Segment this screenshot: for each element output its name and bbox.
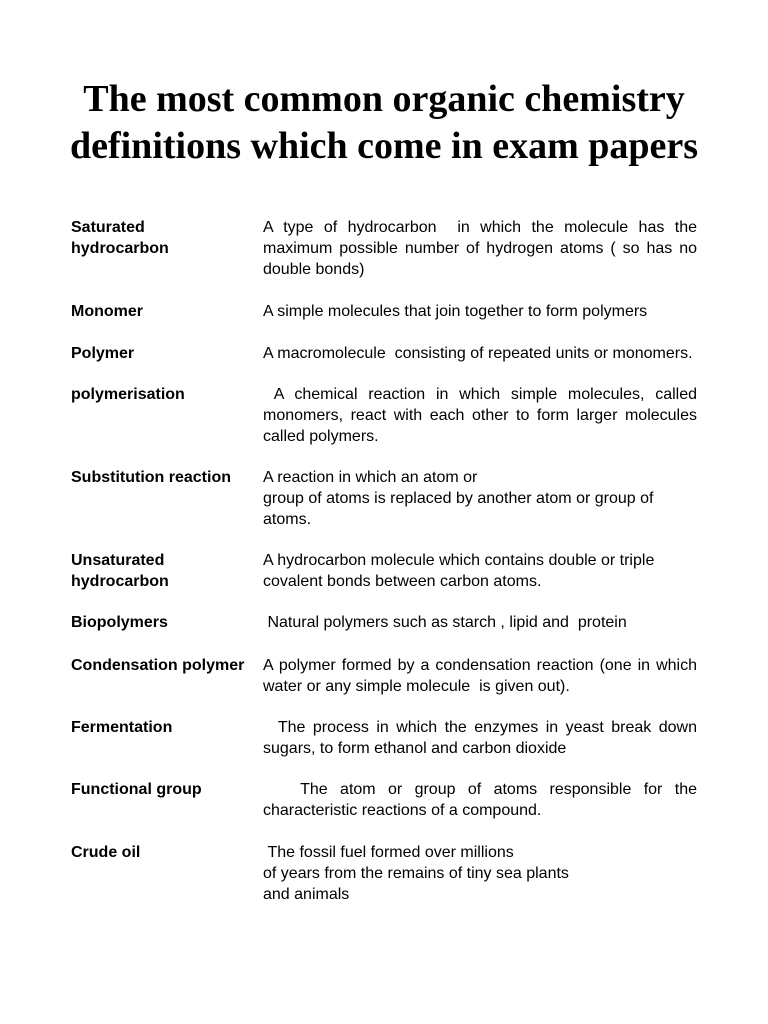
- term: Substitution reaction: [71, 469, 231, 486]
- definition-row-unsaturated-hydrocarbon: [71, 550, 697, 592]
- definition-row-condensation-polymer: [71, 655, 702, 697]
- definition-row-crude-oil: [71, 842, 697, 905]
- definition-row-substitution-reaction: [71, 467, 697, 530]
- definition: The fossil fuel formed over millions of years from the remains of tiny sea plants and animals: [263, 844, 569, 903]
- definition: A macromolecule consisting of repeated units or monomers.: [263, 345, 693, 362]
- definition-row-biopolymers: [71, 612, 697, 633]
- term: Monomer: [71, 303, 143, 320]
- term: Biopolymers: [71, 614, 168, 631]
- term: Unsaturated hydrocarbon: [71, 552, 169, 590]
- definition-row-fermentation: [71, 717, 702, 759]
- definition-row-saturated-hydrocarbon: [71, 217, 702, 280]
- definition: A polymer formed by a condensation reaction (one in which water or any simple molecule is given out).: [263, 657, 702, 695]
- definition-row-functional-group: [71, 779, 702, 821]
- term: Functional group: [71, 781, 202, 798]
- definition: The process in which the enzymes in yeast break down sugars, to form ethanol and carbon dioxide: [263, 719, 702, 757]
- definition: The atom or group of atoms responsible for the characteristic reactions of a compound.: [263, 781, 702, 819]
- definition-row-polymerisation: [71, 384, 702, 447]
- term: Condensation polymer: [71, 657, 245, 674]
- term: polymerisation: [71, 386, 185, 403]
- definition: Natural polymers such as starch , lipid and protein: [263, 614, 627, 631]
- definitions-list: [71, 217, 702, 905]
- definition: A type of hydrocarbon in which the molecule has the maximum possible number of hydrogen atoms ( so has no double bonds): [263, 219, 702, 278]
- definition: A reaction in which an atom or group of atoms is replaced by another atom or group of atoms.: [263, 469, 654, 528]
- term: Saturated hydrocarbon: [71, 219, 169, 257]
- page-title: The most common organic chemistry definitions which come in exam papers: [69, 78, 699, 167]
- term: Polymer: [71, 345, 135, 362]
- term: Crude oil: [71, 844, 141, 861]
- definition-row-polymer: [71, 343, 697, 364]
- definition: A hydrocarbon molecule which contains double or triple covalent bonds between carbon atoms.: [263, 552, 659, 590]
- definition: A simple molecules that join together to form polymers: [263, 303, 648, 320]
- definition-row-monomer: [71, 301, 697, 322]
- definition: A chemical reaction in which simple molecules, called monomers, react with each other to form larger molecules called polymers.: [263, 386, 702, 445]
- term: Fermentation: [71, 719, 173, 736]
